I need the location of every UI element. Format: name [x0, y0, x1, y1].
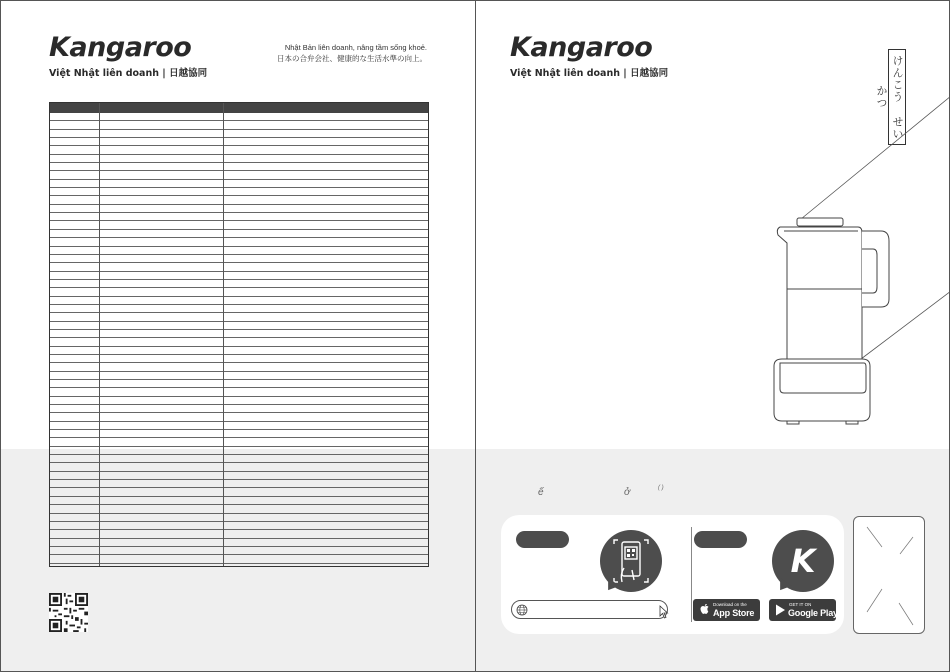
brand-subtitle: Việt Nhật liên doanh | 日越協同	[510, 68, 669, 79]
panel-divider	[691, 527, 692, 622]
apple-icon	[700, 604, 710, 616]
table-row	[50, 155, 428, 163]
table-row	[50, 372, 428, 380]
table-row	[50, 447, 428, 455]
table-row	[50, 497, 428, 505]
table-row	[50, 113, 428, 121]
table-row	[50, 163, 428, 171]
text-fragment: ở	[624, 487, 631, 498]
table-row	[50, 305, 428, 313]
table-row	[50, 363, 428, 371]
text-fragment: ế	[538, 487, 544, 498]
table-row	[50, 422, 428, 430]
table-row	[50, 180, 428, 188]
tagline	[277, 42, 427, 64]
table-row	[50, 230, 428, 238]
tagline-japanese: 日本の合弁会社、健康的な生活水準の向上。	[277, 54, 427, 63]
table-row	[50, 330, 428, 338]
table-row	[50, 555, 428, 563]
google-play-label: Google Play	[788, 608, 838, 618]
table-row	[50, 347, 428, 355]
tagline-vietnamese: Nhật Bản liên doanh, nâng tầm sống khoẻ.	[284, 43, 427, 52]
app-store-label: App Store	[713, 608, 755, 618]
table-row	[50, 255, 428, 263]
table-row	[50, 171, 428, 179]
table-row	[50, 313, 428, 321]
spec-table	[49, 102, 429, 567]
table-row	[50, 213, 428, 221]
placeholder-box	[853, 516, 925, 634]
google-play-caption: GET IT ON	[789, 602, 812, 607]
website-url-bar[interactable]	[511, 600, 668, 619]
text-fragment: ( )	[658, 485, 664, 491]
table-row	[50, 288, 428, 296]
brand-subtitle: Việt Nhật liên doanh | 日越協同	[49, 68, 208, 79]
table-row	[50, 522, 428, 530]
table-row	[50, 338, 428, 346]
table-row	[50, 138, 428, 146]
table-row	[50, 121, 428, 129]
app-k-logo: K	[790, 542, 816, 580]
table-row	[50, 238, 428, 246]
table-row	[50, 221, 428, 229]
app-store-caption: Download on the	[713, 602, 747, 607]
table-row	[50, 130, 428, 138]
table-row	[50, 472, 428, 480]
table-row	[50, 247, 428, 255]
box-decoration	[854, 517, 926, 635]
brand-logo: Kangaroo	[510, 32, 653, 63]
table-row	[50, 539, 428, 547]
section-label-pill	[516, 531, 569, 548]
table-row	[50, 397, 428, 405]
table-row	[50, 380, 428, 388]
right-page	[475, 0, 950, 672]
table-row	[50, 205, 428, 213]
vertical-japanese-label: けんこう せいかつ	[888, 49, 906, 145]
blender-illustration	[746, 141, 950, 441]
table-row	[50, 488, 428, 496]
table-row	[50, 405, 428, 413]
table-header	[50, 103, 428, 113]
table-row	[50, 547, 428, 555]
table-row	[50, 146, 428, 154]
table-row	[50, 280, 428, 288]
table-row	[50, 413, 428, 421]
section-label-pill	[694, 531, 747, 548]
table-row	[50, 463, 428, 471]
globe-icon	[516, 604, 528, 616]
table-row	[50, 480, 428, 488]
table-row	[50, 388, 428, 396]
google-play-badge[interactable]	[769, 599, 836, 621]
table-row	[50, 514, 428, 522]
cursor-icon	[659, 605, 669, 619]
table-row	[50, 188, 428, 196]
table-column-divider	[223, 103, 224, 566]
table-row	[50, 263, 428, 271]
table-row	[50, 196, 428, 204]
table-row	[50, 505, 428, 513]
table-row	[50, 430, 428, 438]
play-icon	[775, 604, 786, 616]
table-body	[50, 113, 428, 564]
table-row	[50, 355, 428, 363]
brand-logo: Kangaroo	[49, 32, 192, 63]
app-store-badge[interactable]	[693, 599, 760, 621]
table-row	[50, 530, 428, 538]
table-column-divider	[99, 103, 100, 566]
table-row	[50, 297, 428, 305]
qr-code	[49, 593, 88, 632]
table-row	[50, 272, 428, 280]
table-row	[50, 322, 428, 330]
table-row	[50, 438, 428, 446]
table-row	[50, 455, 428, 463]
